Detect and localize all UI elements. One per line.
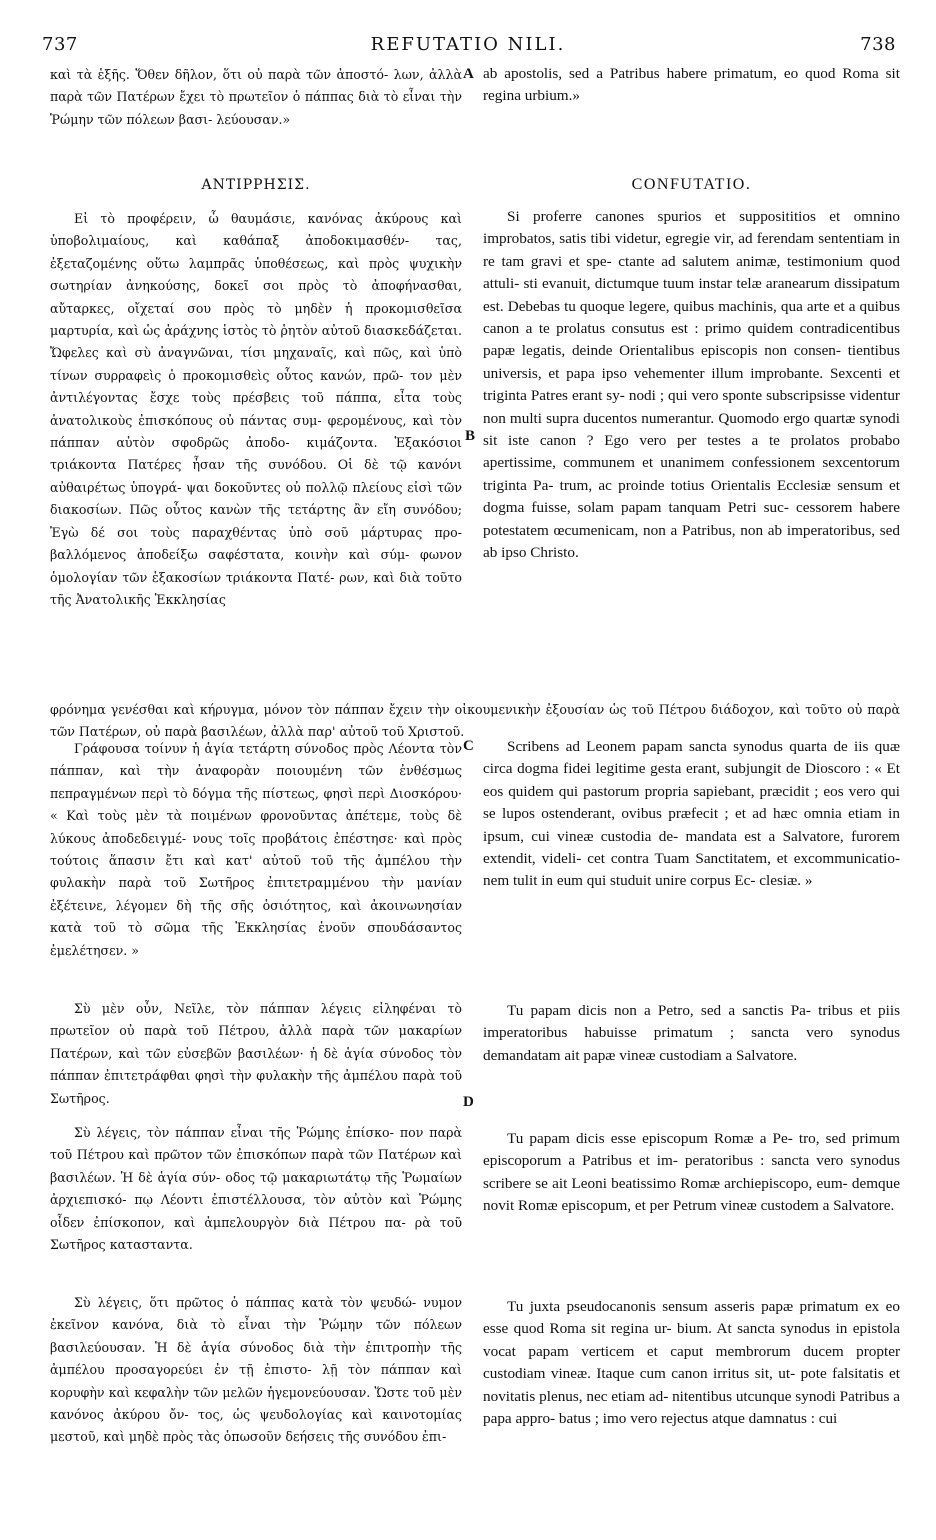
- greek-top-text: καὶ τὰ ἑξῆς. Ὅθεν δῆλον, ὅτι οὐ παρὰ τῶν ἀποστό- λων, ἀλλὰ παρὰ τῶν Πατέρων ἔχει τὸ πρωτεῖον ὁ πάππας διὰ τὸ εἶναι τὴν Ῥώμην τῶν πόλεων βασι- λεύουσαν.»: [50, 67, 462, 127]
- running-title: REFUTATIO NILI.: [370, 34, 566, 55]
- greek-section-title: ΑΝΤΙΡΡΗΣΙΣ.: [201, 177, 311, 193]
- margin-mark-b: B: [465, 428, 476, 444]
- greek-full-width-text: φρόνημα γενέσθαι καὶ κήρυγμα, μόνον τὸν πάππαν ἔχειν τὴν οἰκουμενικὴν ἐξουσίαν ὡς τοῦ Πέτρου διάδοχον, καὶ τοῦτο οὐ παρὰ τῶν Πατέρων, οὐ παρὰ βασιλέων, ἀλλὰ παρ' αὐτοῦ τοῦ Χριστοῦ.: [50, 701, 900, 739]
- latin-paragraph-1: Si proferre canones spurios et supposititios et omnino improbatos, satis tibi videtur, egregie vir, ad ferendam sententiam in re tam gravi et spe- ctante ad salutem animæ, testimonium quod attuli- sti evanuit, dictumque tuum instar telæ aranearum dissipatum est. Debebas tu quoque legere, quibus machinis, qua arte et a quibus canon a te prolatus consutus est : primo quidem contradicentibus papæ legatis, deinde Orientalibus episcopis non consen- tientibus universis, et papa ipso vehementer illum improbante. Sexcenti et triginta Patres erant sy- nodi ; qui vero sponte subscripsisse videntur non multi supra ducentos numerantur. Quomodo ergo quartæ synodi sit iste canon ? Ego vero per testes a te prolatos probabo apertissime, communem et unanimem confessionem sexcentorum triginta Pa- trum, ac proinde totius Orientalis Ecclesiæ sensum et dogma fuisse, solam papam tanquam Petri suc- cessorem habere potestatem œcumenicam, non a Patribus, non ab imperatoribus, sed ab ipso Christo.: [483, 208, 900, 562]
- latin-top-continuation: [483, 63, 900, 113]
- latin-paragraph-5: Tu juxta pseudocanonis sensum asseris papæ primatum ex eo esse quod Roma sit regina ur- bium. At sancta synodus in epistola vocat papam verticem et caput membrorum ducem propter custodiam vineæ. Itaque cum canon irritus sit, ut- pote falsitatis et novitatis plenus, nec etiam ad- nitentibus utcunque synodi Patribus a papa appro- batus ; imo vero rejectus atque damnatus : cui: [483, 1298, 900, 1428]
- greek-paragraph-2: Γράφουσα τοίνυν ἡ ἁγία τετάρτη σύνοδος πρὸς Λέοντα τὸν πάππαν, καὶ τὴν ἀναφορὰν ποιουμένη τῶν ἐνθέσμως πεπραγμένων περὶ τὸ δόγμα τῆς πίστεως, φησὶ περὶ Διοσκόρου· « Καὶ τοὺς μὲν τὰ ποιμένων φρονοῦντας ἀπέτεμε, τοὺς δὲ λύκους ἀποδεδειγμέ- νους τοῖς προβάτοις ἐπέστησε· καὶ πρὸς τούτοις ἅπασιν ἔτι καὶ κατ' αὐτοῦ τοῦ τῆς ἀμπέλου τὴν φυλακὴν παρὰ τοῦ Σωτῆρος ἐπιτετραμμένου τὴν μανίαν ἐξέτεινε, λέγομεν δὴ τῆς σῆς ὁσιότητος, καὶ ἀκοινωνησίαν κατὰ τοῦ τὸ σῶμα τῆς Ἐκκλησίας ἑνοῦν σπουδάσαντος ἐμελέτησεν. »: [50, 741, 462, 958]
- greek-full-width-line: [50, 686, 900, 739]
- latin-section-title: CONFUTATIO.: [631, 176, 752, 193]
- greek-top-continuation: [50, 64, 462, 160]
- greek-section-3: [50, 998, 462, 1114]
- latin-section-5: [483, 1296, 900, 1492]
- latin-top-text: ab apostolis, sed a Patribus habere primatum, eo quod Roma sit regina urbium.»: [483, 65, 900, 105]
- greek-paragraph-5: Σὺ λέγεις, ὅτι πρῶτος ὁ πάππας κατὰ τὸν ψευδώ- νυμον ἐκεῖνον κανόνα, διὰ τὸ εἶναι τὴν Ῥώμην τῶν πόλεων βασιλεύουσαν. Ἡ δὲ ἁγία σύνοδος διὰ τὴν ἐπιτροπὴν τῆς ἀμπέλου προσαγορεύει ἐν τῇ ἐπιστο- λῇ τὸν πάππαν καὶ κορυφὴν καὶ κεφαλὴν τῶν μελῶν ἡγεμονεύουσαν. Ὥστε τοῦ μὲν κανόνος ἀκύρου ὄν- τος, ὡς ψευδολογίας καὶ καινοτομίας μεστοῦ, καὶ μηδὲ πρὸς τὰς ὁπωσοῦν δεήσεις τῆς συνόδου ἐπι-: [50, 1295, 462, 1445]
- latin-section-4: [483, 1128, 900, 1278]
- greek-paragraph-4: Σὺ λέγεις, τὸν πάππαν εἶναι τῆς Ῥώμης ἐπίσκο- πον παρὰ τοῦ Πέτρου καὶ πρῶτον τῶν ἐπισκόπων παρὰ τῶν Πατέρων καὶ βασιλέων. Ἡ δὲ ἁγία σύν- οδος τῷ μακαριωτάτῳ τῆς Ῥωμαίων ἀρχιεπισκό- πῳ Λέοντι ἐπιστέλλουσα, τὸν αὐτὸν καὶ Ῥώμης οἶδεν ἐπίσκοπον, καὶ ἀμπελουργὸν διὰ Πέτρου πα- ρὰ τοῦ Σωτῆρος κατασταντα.: [50, 1125, 462, 1253]
- latin-paragraph-2: Scribens ad Leonem papam sancta synodus quarta de iis quæ circa dogma fidei legitime gesta erant, subjungit de Dioscoro : « Et eos quidem qui pastorum propria sapiebant, præcidit ; eos vero qui se lupos ostenderant, ovibus præfecit ; et ad hæc omnia etiam in ipsum, cui vineæ custodia de- mandata est a Salvatore, furorem extendit, videli- cet contra Tuam Sanctitatem, et excommunicatio- nem tulit in eum qui studuit unire corpus Ec- clesiæ. »: [483, 738, 900, 890]
- margin-mark-d: D: [463, 1094, 474, 1110]
- latin-section-1: [483, 206, 900, 684]
- greek-section-2: [50, 738, 462, 996]
- latin-section-3: [483, 1000, 900, 1096]
- latin-paragraph-3: Tu papam dicis non a Petro, sed a sanctis Pa- tribus et piis imperatoribus habuisse primatum ; sancta vero synodus demandatam ait papæ vineæ custodiam a Salvatore.: [483, 1002, 900, 1064]
- greek-section-1: [50, 208, 462, 682]
- margin-mark-c: C: [463, 738, 474, 754]
- greek-paragraph-3: Σὺ μὲν οὖν, Νεῖλε, τὸν πάππαν λέγεις εἰληφέναι τὸ πρωτεῖον οὐ παρὰ τοῦ Πέτρου, ἀλλὰ παρὰ τῶν μακαρίων Πατέρων, καὶ τῶν εὐσεβῶν βασιλέων· ἡ δὲ ἁγία σύνοδος τὸν πάππαν ἐπιτετράφθαι φησὶ τὴν φυλακὴν τῆς ἀμπέλου παρὰ τοῦ Σωτῆρος.: [50, 1001, 462, 1106]
- greek-section-4: [50, 1122, 462, 1286]
- greek-section-5: [50, 1292, 462, 1492]
- left-page-number: 737: [42, 34, 78, 55]
- right-page-number: 738: [860, 34, 896, 55]
- margin-mark-a: A: [463, 66, 474, 82]
- latin-section-2: [483, 736, 900, 972]
- latin-paragraph-4: Tu papam dicis esse episcopum Romæ a Pe- tro, sed primum episcoporum a Patribus et im- peratoribus : sancta vero synodus scribere se ait Leoni beatissimo Romæ archiepiscopo, eum- demque novit Romæ episcopum, et per Petrum vineæ custodem a Salvatore.: [483, 1130, 900, 1215]
- greek-paragraph-1: Εἰ τὸ προφέρειν, ὦ θαυμάσιε, κανόνας ἀκύρους καὶ ὑποβολιμαίους, καὶ καθάπαξ ἀποδοκιμασθέν- τας, ἐξεταζομένης οὕτω λαμπρᾶς ὑποθέσεως, καὶ πρὸς ψυχικὴν σωτηρίαν ἀνηκούσης, δοκεῖ σοι πρὸς τὸ ἀποφήνασθαι, αὔταρκες, οἴχεταί σου πρὸς τὸ μηδὲν ἡ προκομισθεῖσα μαρτυρία, καὶ ὡς ἀράχνης ἱστὸς τὸ ῥητὸν αὐτοῦ διασκεδάζεται. Ὤφελες καὶ σὺ ἀναγνῶναι, τίσι μηχαναῖς, καὶ πῶς, καὶ ὑπὸ τίνων συρραφεὶς ὁ προκομισθεὶς οὗτος κανών, πρῶ- τον μὲν ἀντιλέγοντας ἔσχε τοὺς πρέσβεις τοῦ πάππα, εἶτα τοὺς ἀνατολικοὺς ἐπισκόπους οὐ πάντας συμ- φερομένους, καὶ τὸν πάππαν αὐτὸν σφοδρῶς ἀποδο- κιμάζοντα. Ἑξακόσιοι τριάκοντα Πατέρες ἦσαν τῆς συνόδου. Οἱ δὲ τῷ κανόνι αὐθαιρέτως ὑπογρά- ψαι δοκοῦντες οὐ πολλῷ πλείους εἰσὶ τῶν διακοσίων. Πῶς οὗτος κανὼν τῆς τετάρτης ἂν εἴη συνόδου; Ἐγὼ δέ σοι τοὺς παραχθέντας ὑπὸ σοῦ μάρτυρας προ- βαλλόμενος ἀποδείξω σαφέστατα, κοινὴν καὶ σύμ- φωνον ὁμολογίαν τῶν ἑξακοσίων τριάκοντα Πατέ- ρων, καὶ διὰ τοῦτο τῆς Ἀνατολικῆς Ἐκκλησίας: [50, 211, 462, 607]
